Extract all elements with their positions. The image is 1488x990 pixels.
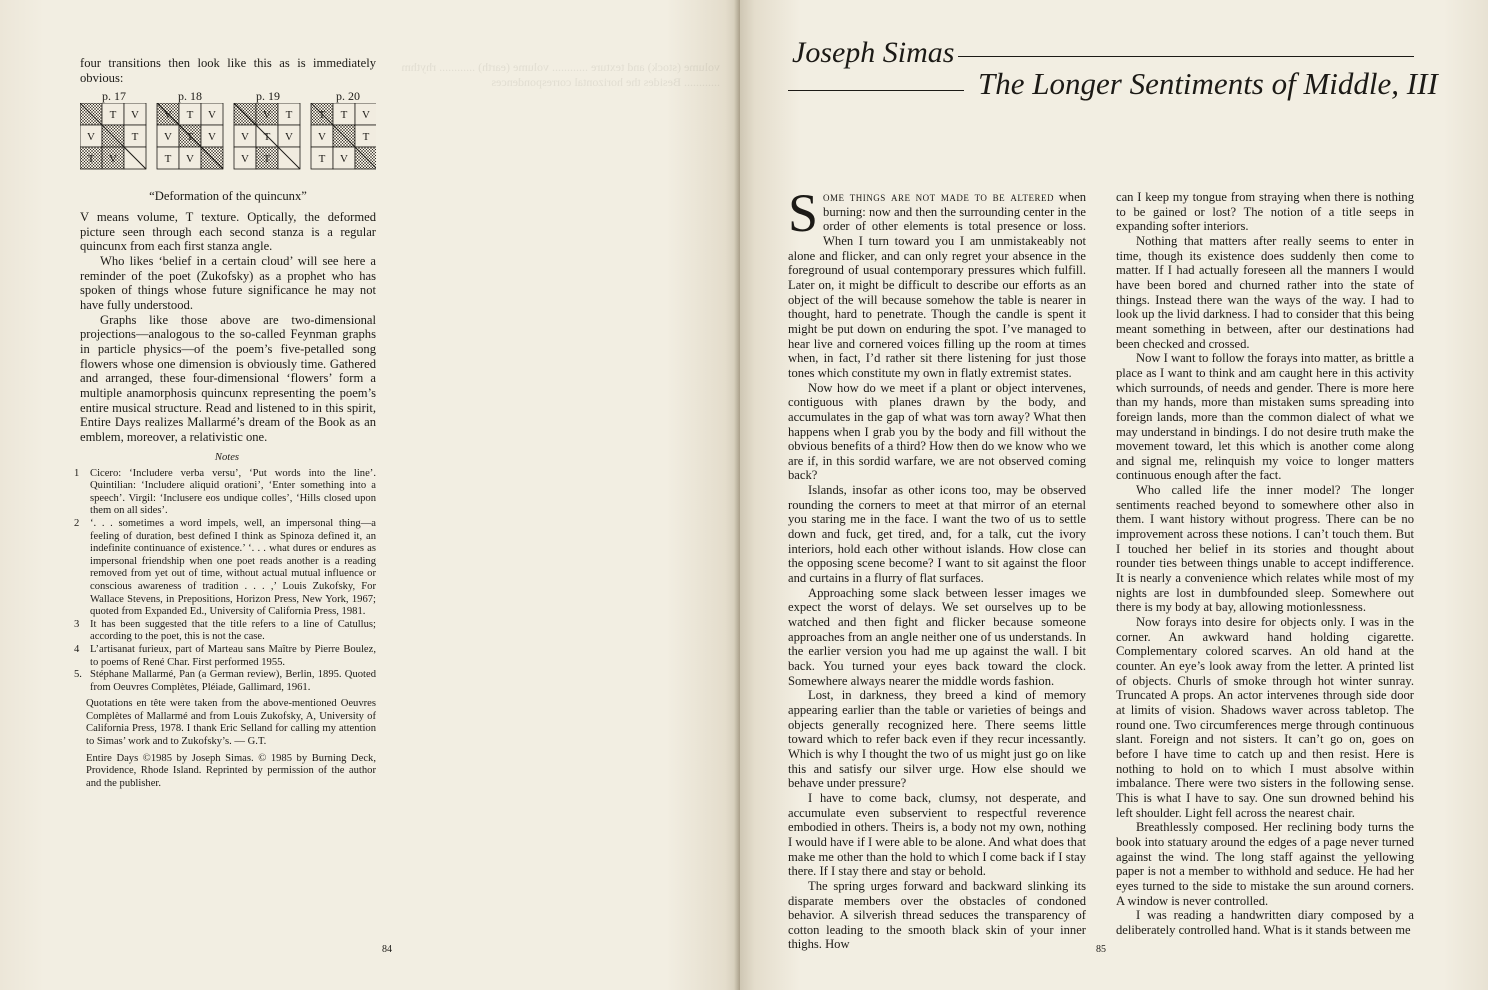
author-name: Joseph Simas	[792, 36, 955, 69]
paragraph: Islands, insofar as other icons too, may be observed rounding the corners to meet at that mirror of an eternal you staring me in the face. I want the two of us to settle down and fuck, get tired, and, for a talk, cut the ivory interiors, hold each other without islands. How close can the opposing scene become? I want to sit against the floor and curtains in a flurry of flat surfaces.	[788, 483, 1086, 586]
grid-cell-letter: T	[318, 109, 326, 122]
grid-cell-letter: V	[208, 131, 216, 144]
paragraph: I have to come back, clumsy, not desperate, and accumulate even subservient to respectful reverence embodied in others. Theirs is, a body not my own, nothing I would have if I were able to be alone. And what does that make me other than the hold to which I come back if I stay there. If I stay there and stay or behold.	[788, 790, 1086, 879]
note-number: 1	[74, 467, 80, 479]
diagram-caption: “Deformation of the quincunx”	[149, 189, 307, 204]
paragraph: Now forays into desire for objects only. I was in the corner. An awkward hand holding cigarette. Complementary colored scarves. An old hand at the counter. An eye’s look away from the letter. A printed list of objects. Churls of smoke through hot winter sunray. Truncated A props. An actor intervenes through side door at limits of vision. Shadows waver across tabletop. The round one. Two circumferences merge through continuous slant. Foreign and not sisters. It can’t go on, goes on before I have time to catch up and then resist. Here is nothing to hold on to which I must absolve within imbalance. There were two sisters in the following sense. This is what I have to say. One sun drowned behind his left shoulder. Light fell across the nearest chair.	[1116, 615, 1414, 820]
quincunx-diagram	[80, 89, 376, 187]
notes-heading: Notes	[214, 452, 240, 463]
grid-cell-letter: V	[164, 131, 172, 144]
grid-cell-letter: T	[263, 153, 271, 166]
diagram-label-p20: p. 20	[336, 89, 360, 104]
grid-cell-letter: V	[87, 131, 95, 144]
grid-cell-letter: T	[109, 109, 117, 122]
left-page	[0, 0, 740, 990]
poem-title: The Longer Sentiments of Middle, III	[978, 66, 1438, 101]
diagram-label-p18: p. 18	[178, 89, 202, 104]
note-number: 3	[74, 618, 80, 630]
quincunx-grids	[80, 103, 376, 187]
paragraph: Now I want to follow the forays into matter, as brittle a place as I want to think and am caught here in this activity which surrounds, of needs and gender. There is more here than my hands, more than mistaken sums spreading into foreign lands, more than the common dialect of what we may understand in bindings. I do not desire truth make the movement toward, let this which is another come along and signal me, relinquish my voice to longer matters continuous enough after the fact.	[1116, 351, 1414, 483]
paragraph: Lost, in darkness, they breed a kind of memory appearing earlier than the table or varieties of beings and objects generally recognized here. There seems little toward which to refer back even if they recur incessantly. Which is why I thought the two of us might just go on like this and satisfy our silver urge. How else should we behave under pressure?	[788, 688, 1086, 791]
notes-list	[74, 467, 376, 695]
continued-paragraph: can I keep my tongue from straying when there is nothing to be gained or lost? The notion of a title seeps in expanding softer interiors.	[1116, 190, 1414, 234]
title-rule	[788, 90, 964, 91]
right-page	[740, 0, 1488, 990]
quincunx-grid	[234, 103, 300, 169]
note-text: ‘. . . sometimes a word impels, well, an impersonal thing—a feeling of duration, best defined I think as Spinoza defined it, an indefinite continuance of existence.’ ‘. . . what dures or endures as impersonal friendship when one poet reads another is a reading removed from yet out of time, without actual mutual influence or conscious awareness of tradition . . . ,’ Louis Zukofsky, For Wallace Stevens, in Prepositions, Horizon Press, New York, 1967; quoted from Expanded Ed., University of California Press, 1981.	[90, 517, 376, 618]
note-text: It has been suggested that the title refers to a line of Catullus; according to the poet, this is not the case.	[90, 618, 376, 643]
grid-cell-letter: T	[131, 131, 139, 144]
paragraph: Who likes ‘belief in a certain cloud’ will see here a reminder of the poet (Zukofsky) as a prophet who has spoken of things whose future significance he may not have fully understood.	[80, 253, 376, 312]
note-item	[74, 669, 376, 694]
paragraph: V means volume, T texture. Optically, the deformed picture seen through each second stanza is a regular quincunx from each first stanza angle.	[80, 209, 376, 254]
paragraph: Breathlessly composed. Her reclining body turns the book into statuary around the edges of a page never turned against the wind. The long staff against the yellowing paper is not a member to withhold and seduce. He had her eyes turned to the side to mistake the sun around corners. A window is never controlled.	[1116, 820, 1414, 908]
grid-cell-letter: V	[318, 131, 326, 144]
grid-cell-letter: V	[208, 109, 216, 122]
copyright-note: Entire Days ©1985 by Joseph Simas. © 1985 by Burning Deck, Providence, Rhode Island. Reprinted by permission of the author and the publisher.	[86, 752, 376, 789]
grid-cell-letter: T	[87, 153, 95, 166]
show-through-text: volume (stock) and texture ............ volume (earth) ............ rhythm ............ Besides the horizontal correspondences	[401, 60, 720, 89]
drop-cap: S	[788, 183, 819, 243]
grid-cell-letter: V	[131, 109, 139, 122]
right-column-1	[788, 183, 1086, 952]
opening-paragraph	[788, 183, 1086, 381]
note-item	[74, 618, 376, 644]
intro-text: four transitions then look like this as is immediately obvious:	[80, 56, 376, 85]
note-number: 4	[74, 643, 80, 655]
note-acknowledgement: Quotations en tête were taken from the above-mentioned Oeuvres Complètes of Mallarmé and from Louis Zukofsky, A, University of California Press, 1978. I thank Eric Selland for calling my attention to Simas’ work and to Zukofsky’s. — G.T.	[86, 698, 376, 748]
quincunx-grid	[157, 103, 223, 169]
note-item	[74, 643, 376, 669]
paragraph: Now how do we meet if a plant or object intervenes, contiguous with planes drawn by the body, and accumulates in the gap of what was torn away? What then happens when I grab you by the body and fill without the obvious benefits of a third? How then do we know who we are if, in this sordid warfare, we are not observed coming back?	[788, 380, 1086, 483]
paragraph: The spring urges forward and backward slinking its disparate members over the obstacles of condoned behavior. A silverish thread seduces the transparency of cotton leading to the smooth black skin of your inner thighs. How	[788, 878, 1086, 952]
paragraph: Approaching some slack between lesser images we expect the worst of delays. We set ourselves up to be watched and then fight and flicker because someone approaches from an angle neither one of us understands. In the earlier version you had me up against the wall. I bit back. You turned your eyes back toward the clock. Somewhere always nearer the middle words fashion.	[788, 585, 1086, 688]
note-item	[74, 467, 376, 518]
page-number-left: 84	[382, 944, 392, 955]
grid-cell-letter: T	[285, 109, 293, 122]
grid-cell-letter: V	[285, 131, 293, 144]
opening-text: when burning: now and then the surrounding center in the order of other elements is total presence or loss. When I turn toward you I am unmistakeably not alone and flicker, and can only regret your absence in the foreground of usual contemporary pressures which fulfill. Later on, it might be difficult to describe our efforts as an object of the will because somehow the table is nearer in thought, hard to penetrate. Though the candle is spent it might be put down on enduring the spot. I’ve managed to hear live and cornered voices filling up the room at times when, in fact, I’d rather sit there listening for just those tones which constitute my own in flatly extremist states.	[788, 190, 1086, 380]
grid-cell-letter: V	[186, 153, 194, 166]
grid-cell-letter: T	[263, 131, 271, 144]
lead-in-smallcaps: ome things are not made to be altered	[823, 190, 1054, 204]
notes-section	[74, 452, 376, 790]
diagram-label-p17: p. 17	[102, 89, 126, 104]
author-rule	[958, 56, 1414, 57]
diagram-label-p19: p. 19	[256, 89, 280, 104]
grid-cell-letter: V	[164, 109, 172, 122]
quincunx-grid	[311, 103, 376, 169]
note-text: L’artisanat furieux, part of Marteau sans Maître by Pierre Boulez, to poems of René Char. First performed 1955.	[90, 643, 376, 668]
right-column-2	[1116, 190, 1414, 937]
paragraph: Graphs like those above are two-dimensional projections—analogous to the so-called Feynman graphs in particle physics—of the poem’s five-petalled song flowers whose one dimension is obviously time. Gathered and arranged, these four-dimensional ‘flowers’ form a multiple anamorphosis quincunx representing the poem’s entire musical structure. Read and listened to in this spirit, Entire Days realizes Mallarmé’s dream of the Book as an emblem, moreover, a relativistic one.	[80, 312, 376, 444]
grid-cell-letter: V	[340, 153, 348, 166]
note-number: 5.	[74, 669, 82, 681]
note-text: Stéphane Mallarmé, Pan (a German review), Berlin, 1895. Quoted from Oeuvres Complètes, Pléiade, Gallimard, 1961.	[90, 669, 376, 693]
grid-cell-letter: V	[109, 153, 117, 166]
note-number: 2	[74, 517, 80, 529]
quincunx-grid	[80, 103, 146, 169]
grid-cell-letter: V	[241, 153, 249, 166]
grid-cell-letter: V	[362, 109, 370, 122]
grid-cell-letter: T	[362, 131, 370, 144]
paragraph: I was reading a handwritten diary composed by a deliberately controlled hand. What is it stands between me	[1116, 908, 1414, 937]
grid-cell-letter: V	[263, 109, 271, 122]
paragraph: Who called life the inner model? The longer sentiments reached beyond to somewhere other also in them. I want history without progress. There can be no improvement across these notions. I can’t touch them. But I touched her belief in its stories and thought about rounder ties between things unable to accept indifference. It is nearly a convenience which relates while most of my nights are lost in dumbfounded sleep. Somewhere out there is my body at bay, allowing motionlessness.	[1116, 483, 1414, 615]
page-number-right: 85	[1096, 944, 1106, 955]
grid-cell-letter: T	[318, 153, 326, 166]
left-main-column	[80, 56, 376, 444]
grid-cell-letter: T	[186, 131, 194, 144]
grid-cell-letter: T	[186, 109, 194, 122]
grid-cell-letter: T	[340, 109, 348, 122]
paragraph: Nothing that matters after really seems to enter in time, though its existence does suddenly then come to matter. If I had actually foreseen all the manners I would have been bored and churned rather into the state of things. Instead there wan the ways of the way. I had to look up the livid darkness. I had to consider that this being meant something in between, after our destinations had been checked and crossed.	[1116, 233, 1414, 351]
note-item	[74, 517, 376, 619]
grid-cell-letter: T	[164, 153, 172, 166]
note-text: Cicero: ‘Includere verba versu’, ‘Put words into the line’. Quintilian: ‘Includere aliquid orationi’, ‘Enter something into a speech’. Virgil: ‘Inclusere eos undique colles’, ‘Hills closed upon them on all sides’.	[90, 467, 376, 517]
grid-cell-letter: V	[241, 131, 249, 144]
